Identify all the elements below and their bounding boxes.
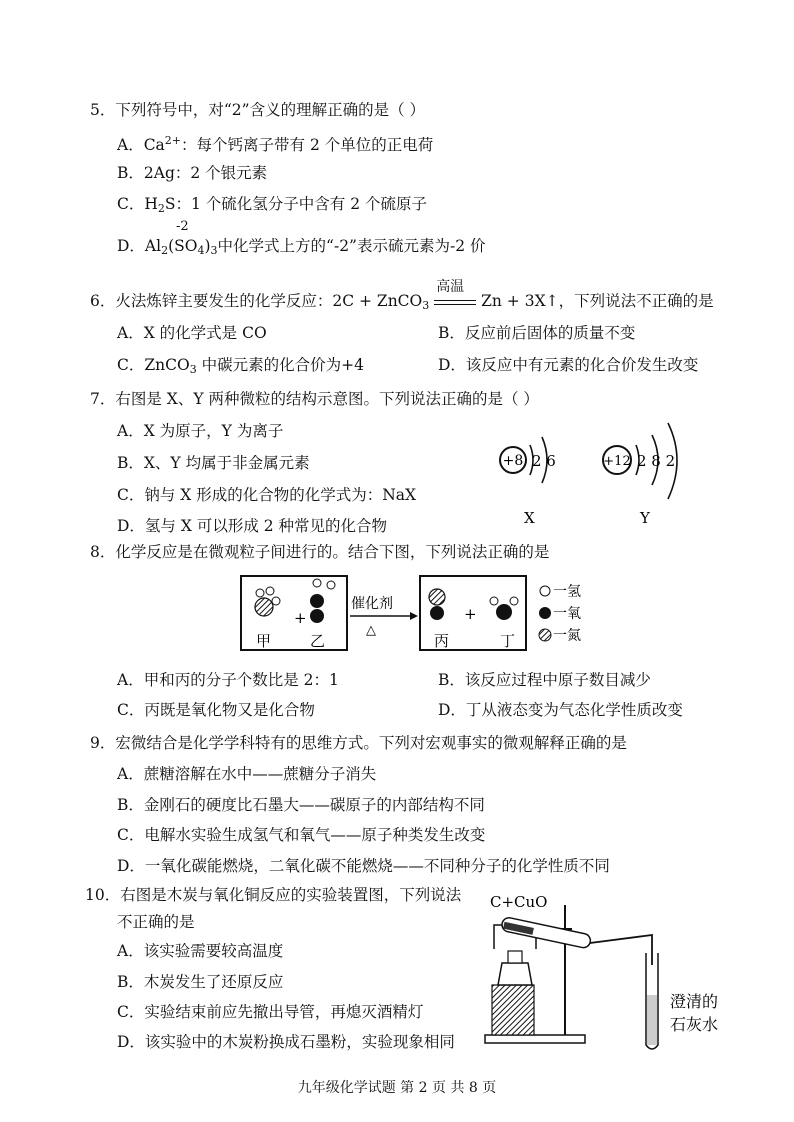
q6-option-b[interactable]: B．反应前后固体的质量不变: [438, 324, 636, 342]
q9-stem: 9．宏微结合是化学学科特有的思维方式。下列对宏观事实的微观解释正确的是: [90, 734, 627, 752]
q7-atom-diagrams: [490, 415, 710, 530]
atom-x-label: X: [524, 509, 535, 527]
limewater-label-2: 石灰水: [670, 1015, 719, 1034]
alcohol-lamp: [498, 963, 532, 985]
q8-option-b[interactable]: B．该反应过程中原子数目减少: [438, 671, 651, 689]
q5-d-post: 中化学式上方的“-2”表示硫元素为-2 价: [217, 237, 486, 255]
delivery-tube: [590, 935, 652, 965]
q5-a-pre: A．Ca: [117, 136, 165, 155]
q6-condition-arrow: [434, 279, 476, 311]
q7-option-c[interactable]: C．钠与 X 形成的化合物的化学式为：NaX: [117, 486, 417, 504]
q5-d-sub2: 4: [197, 244, 205, 257]
q8-stem: 8．化学反应是在微观粒子间进行的。结合下图，下列说法正确的是: [90, 543, 550, 561]
page-footer: 九年级化学试题 第 2 页 共 8 页: [297, 1080, 497, 1096]
legend-n-icon: [539, 629, 551, 641]
q9-option-c[interactable]: C．电解水实验生成氢气和氧气——原子种类发生改变: [117, 826, 486, 844]
q5-d-pre: D．Al: [117, 237, 162, 255]
q5-option-b[interactable]: B．2Ag：2 个银元素: [117, 164, 268, 182]
q10-apparatus-diagram: [480, 885, 740, 1057]
q10-option-c[interactable]: C．实验结束前应先撤出导管，再熄灭酒精灯: [117, 1003, 424, 1021]
wood-block: [492, 985, 534, 1035]
q9-option-a[interactable]: A．蔗糖溶解在水中——蔗糖分子消失: [117, 765, 377, 783]
q7-stem: 7．右图是 X、Y 两种微粒的结构示意图。下列说法正确的是（ ）: [90, 390, 539, 408]
label-yi: 乙: [310, 632, 326, 650]
q7-option-d[interactable]: D．氢与 X 可以形成 2 种常见的化合物: [117, 517, 388, 535]
limewater-label-1: 澄清的: [670, 992, 719, 1011]
q9-option-d[interactable]: D．一氧化碳能燃烧，二氧化碳不能燃烧——不同种分子的化学性质不同: [117, 857, 610, 875]
limewater: [647, 995, 657, 1045]
q6-stem: [90, 279, 714, 316]
q9-option-b[interactable]: B．金刚石的硬度比石墨大——碳原子的内部结构不同: [117, 796, 485, 814]
q6-c-post: 中碳元素的化合价为+4: [196, 356, 364, 374]
reactants-label: C+CuO: [490, 893, 548, 911]
atom-y-diagram: [603, 423, 677, 527]
atom-y-label: Y: [640, 509, 650, 527]
legend-h: 一氢: [553, 584, 581, 600]
atom-y-shells: 2 8 2: [637, 452, 676, 470]
test-tube: [501, 916, 592, 948]
q5-d-sub3: 3: [210, 244, 218, 257]
atom-x-nucleus: +8: [502, 453, 524, 469]
atom-y-nucleus: +12: [603, 454, 631, 469]
q5-option-d[interactable]: [117, 236, 486, 261]
q5-valence-mark: -2: [176, 219, 189, 234]
molecule-bing: [429, 589, 445, 620]
q5-d-mid: (SO: [168, 237, 198, 255]
legend-n: 一氮: [553, 628, 581, 644]
q8-reaction-diagram: [238, 573, 598, 658]
q5-c-post: S：1 个硫化氢分子中含有 2 个硫原子: [164, 195, 428, 213]
q6-c-pre: C．ZnCO: [117, 356, 190, 374]
molecule-jia: [255, 587, 280, 616]
q10-stem-line2: 不正确的是: [117, 913, 195, 931]
q7-option-a[interactable]: A．X 为原子，Y 为离子: [117, 422, 284, 440]
q5-c-sub: 2: [157, 202, 165, 215]
q6-stem-pre: 6．火法炼锌主要发生的化学反应：2C + ZnCO: [90, 292, 423, 310]
q8-option-c[interactable]: C．丙既是氧化物又是化合物: [117, 701, 315, 719]
molecule-ding: [490, 597, 518, 620]
molecule-yi: [310, 579, 335, 623]
stand-base: [485, 1035, 585, 1043]
q5-option-c[interactable]: [117, 194, 427, 219]
legend-o-icon: [539, 607, 551, 619]
label-ding: 丁: [500, 632, 516, 650]
q8-option-a[interactable]: A．甲和丙的分子个数比是 2：1: [117, 671, 339, 689]
q6-option-a[interactable]: A．X 的化学式是 CO: [117, 324, 267, 342]
label-jia: 甲: [256, 632, 272, 650]
q6-condition: 高温: [436, 279, 465, 295]
q5-c-pre: C．H: [117, 195, 158, 213]
catalyst-label: 催化剂: [351, 596, 393, 612]
q5-d-mid2: ): [204, 237, 211, 255]
q5-stem: 5．下列符号中，对“2”含义的理解正确的是（ ）: [90, 101, 425, 119]
heat-symbol: △: [366, 623, 376, 638]
q5-option-a[interactable]: [117, 131, 433, 155]
q5-a-post: ：每个钙离子带有 2 个单位的正电荷: [181, 136, 434, 155]
q6-stem-sub: 3: [422, 299, 430, 312]
q6-stem-post: Zn + 3X↑，下列说法不正确的是: [481, 292, 714, 310]
q5-a-sup: 2+: [164, 134, 182, 147]
q5-d-sub1: 2: [161, 244, 169, 257]
legend-h-icon: [540, 586, 550, 596]
q6-c-sub: 3: [189, 363, 197, 376]
q7-option-b[interactable]: B．X、Y 均属于非金属元素: [117, 454, 310, 472]
label-bing: 丙: [434, 632, 450, 650]
q8-plus-right: +: [464, 605, 477, 623]
atom-x-shells: 2 6: [532, 452, 556, 470]
q10-option-d[interactable]: D．该实验中的木炭粉换成石墨粉，实验现象相同: [117, 1033, 455, 1051]
q10-option-b[interactable]: B．木炭发生了还原反应: [117, 973, 284, 991]
q10-stem-line1: 10．右图是木炭与氧化铜反应的实验装置图，下列说法: [85, 886, 462, 904]
q8-plus-left: +: [294, 609, 307, 627]
q10-option-a[interactable]: A．该实验需要较高温度: [117, 942, 284, 960]
legend-o: 一氧: [553, 606, 581, 622]
atom-x-diagram: [500, 437, 556, 527]
q6-option-c[interactable]: [117, 355, 364, 380]
q6-option-d[interactable]: D．该反应中有元素的化合价发生改变: [438, 356, 699, 374]
q8-option-d[interactable]: D．丁从液态变为气态化学性质改变: [438, 701, 683, 719]
